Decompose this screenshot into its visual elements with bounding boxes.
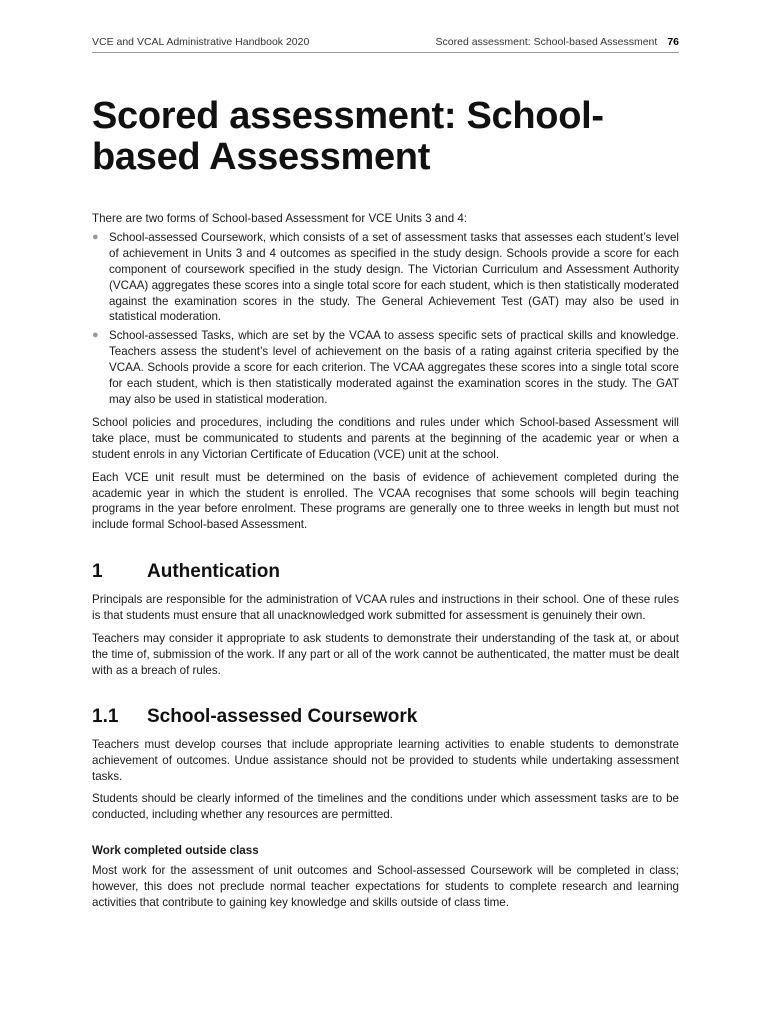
header-right <box>436 36 679 48</box>
body-paragraph: Teachers must develop courses that include appropriate learning activities to enable students to demonstrate achievement of outcomes. Undue assistance should not be provided to students while undertaking assessment tasks. <box>92 737 679 783</box>
section-heading-coursework <box>92 706 679 728</box>
body-paragraph: Each VCE unit result must be determined on the basis of evidence of achievement completed during the academic year in which the student is enrolled. The VCAA recognises that some schools will begin teaching programs in the year before enrolment. These programs are generally one to three weeks in length but must not include formal School-based Assessment. <box>92 470 679 532</box>
list-item-text: School-assessed Tasks, which are set by the VCAA to assess specific sets of practical skills and knowledge. Teachers assess the student’s level of achievement on the basis of a rating against criteria specified by the VCAA. Schools provide a score for each criterion. The VCAA aggregates these scores into a single total score for each student, which is then statistically moderated against the examination scores in the study. The GAT may also be used in statistical moderation. <box>109 329 679 406</box>
list-item-text: School-assessed Coursework, which consists of a set of assessment tasks that assesses each student’s level of achievement in Units 3 and 4 outcomes as specified in the study design. Schools provide a score for each component of coursework specified in the study design. The Victorian Curriculum and Assessment Authority (VCAA) aggregates these scores into a single total score for each student, which is then statistically moderated against the examination scores in the study. The General Achievement Test (GAT) may also be used in statistical moderation. <box>109 230 679 324</box>
body-paragraph: School policies and procedures, including the conditions and rules under which School-based Assessment will take place, must be communicated to students and parents at the beginning of the academic year or when a student enrols in any Victorian Certificate of Education (VCE) unit at the school. <box>92 415 679 461</box>
main-content <box>92 96 679 911</box>
section-title: School-assessed Coursework <box>147 705 418 727</box>
header-section: Scored assessment: School-based Assessment <box>435 36 658 48</box>
intro-paragraph: There are two forms of School-based Assessment for VCE Units 3 and 4: <box>92 212 468 225</box>
running-header <box>92 36 679 48</box>
bullet-icon: ● <box>92 230 99 243</box>
bullet-icon: ● <box>92 329 99 342</box>
page-number: 76 <box>667 36 679 48</box>
body-paragraph: Teachers may consider it appropriate to ask students to demonstrate their understanding of the task at, or about the time of, submission of the work. If any part or all of the work cannot be authenticated, the matter must be dealt with as a breach of rules. <box>92 632 679 677</box>
list-item <box>92 230 679 325</box>
section-heading-authentication <box>92 561 679 583</box>
handbook-title: VCE and VCAL Administrative Handbook 2020 <box>92 36 310 48</box>
subheading: Work completed outside class <box>92 844 259 858</box>
section-number: 1 <box>92 561 103 583</box>
section-title: Authentication <box>147 561 280 583</box>
body-paragraph: Students should be clearly informed of the timelines and the conditions under which assessment tasks are to be conducted, including whether any resources are permitted. <box>92 792 679 822</box>
body-paragraph: Most work for the assessment of unit outcomes and School-assessed Coursework will be completed in class; however, this does not preclude normal teacher expectations for students to complete research and learning activities that contribute to gaining key knowledge and skills outside of class time. <box>92 864 679 910</box>
section-number: 1.1 <box>92 705 119 727</box>
page-title: Scored assessment: School-based Assessment <box>92 95 604 178</box>
assessment-forms-list <box>92 230 679 408</box>
body-paragraph: Principals are responsible for the administration of VCAA rules and instructions in their school. One of these rules is that students must ensure that all unacknowledged work submitted for assessment is genuinely their own. <box>92 593 679 623</box>
header-divider <box>92 52 679 53</box>
list-item <box>92 328 679 408</box>
